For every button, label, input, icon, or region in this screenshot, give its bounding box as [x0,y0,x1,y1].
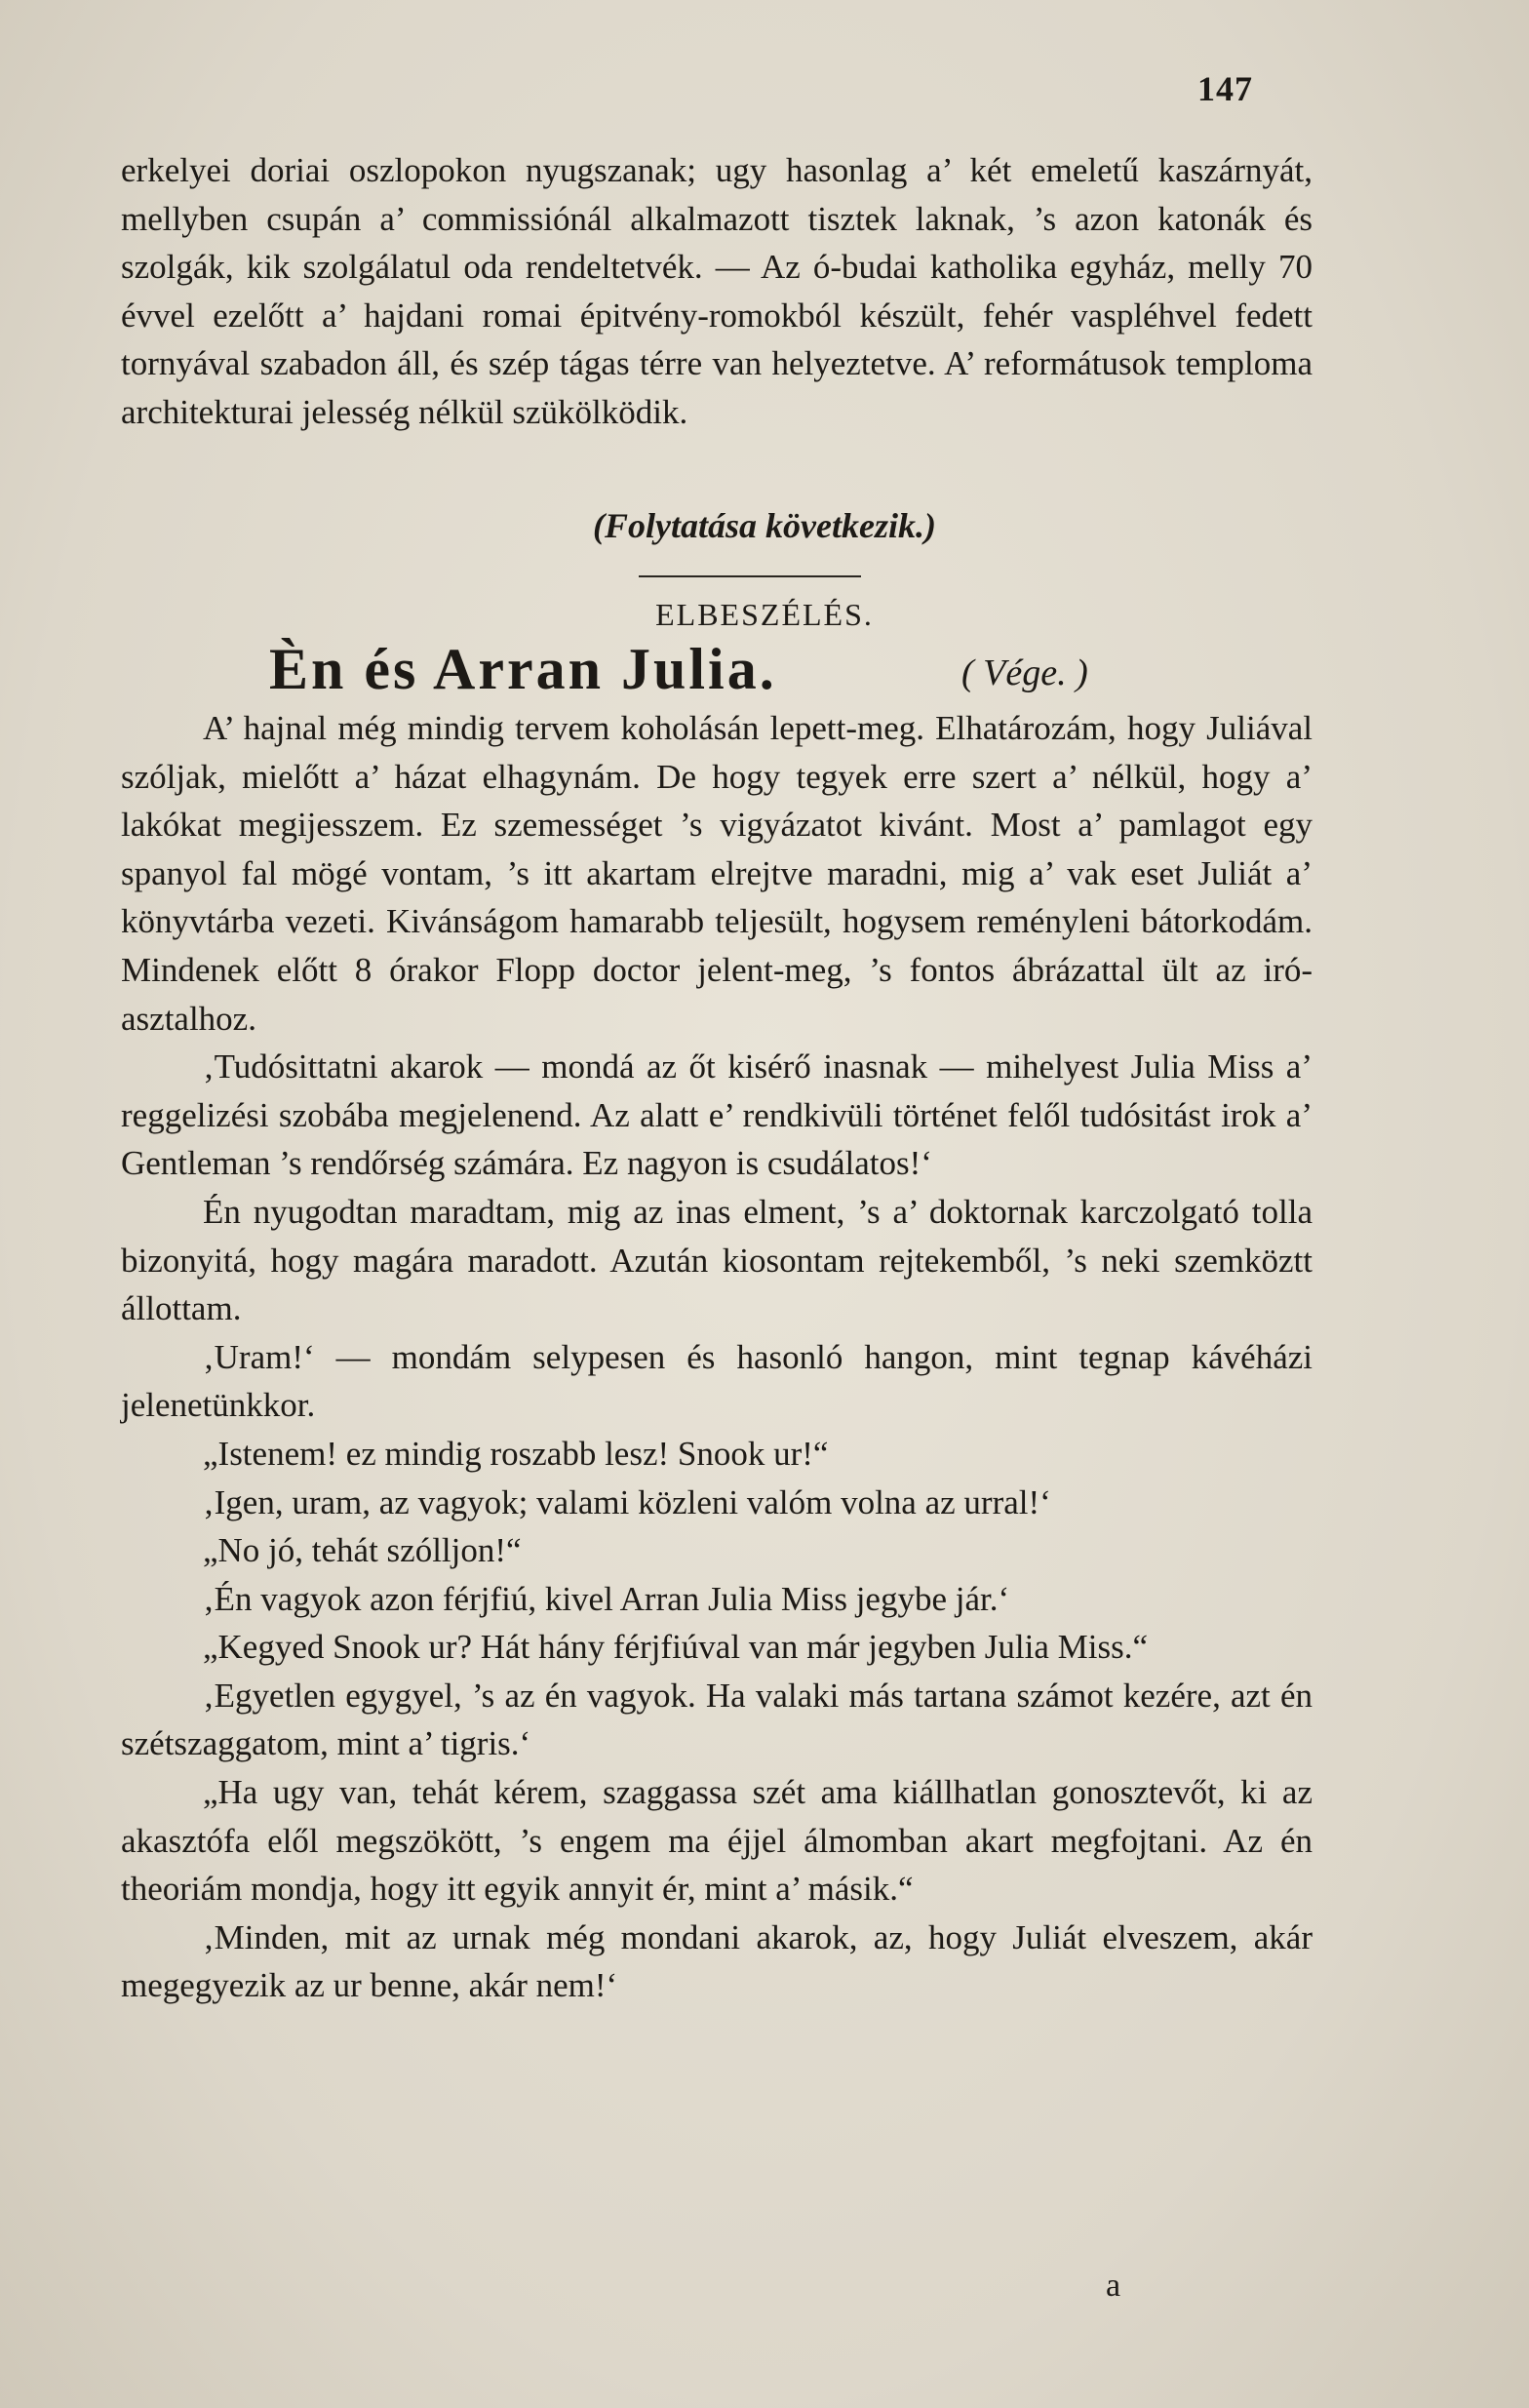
story-text-block [121,704,1313,2010]
story-paragraph: „No jó, tehát szólljon!“ [203,1531,522,1570]
story-paragraph: „Ha ugy van, tehát kérem, szaggassa szét ama kiállhatlan gonosztevőt, ki az akasztófa elől megszökött, ’s engem ma éjjel álmomban akart megfojtani. Az én theoriám mondja, hogy itt egyik annyit ér, mint a’ másik.“ [121,1773,1313,1909]
intro-paragraph: erkelyei doriai oszlopokon nyugszanak; ugy hasonlag a’ két emeletű kaszárnyát, mellyben csupán a’ commissiónál alkalmazott tisztek laknak, ’s azon katonák és szolgák, kik szolgálatul oda rendeltetvék. — Az ó-budai katholika egyház, melly 70 évvel ezelőtt a’ hajdani romai épitvény-romokból készült, fehér vaspléhvel fedett tornyával szabadon áll, és szép tágas térre van helyeztetve. A’ reformátusok temploma architekturai jelesség nélkül szükölködik. [121,151,1313,431]
story-paragraph: ‚Egyetlen egygyel, ’s az én vagyok. Ha valaki más tartana számot kezére, azt én szétszaggatom, mint a’ tigris.‘ [121,1676,1313,1763]
story-paragraph: ‚Igen, uram, az vagyok; valami közleni valóm volna az urral!‘ [203,1482,1051,1521]
story-title: Èn és Arran Julia. [269,637,777,701]
section-divider [639,575,861,577]
story-paragraph: ‚Uram!‘ — mondám selypesen és hasonló hangon, mint tegnap kávéházi jelenetünkkor. [121,1337,1313,1425]
story-paragraph: ‚Én vagyok azon férjfiú, kivel Arran Julia Miss jegybe jár.‘ [203,1579,1010,1618]
story-paragraph: ‚Minden, mit az urnak még mondani akarok, az, hogy Juliát elveszem, akár megegyezik az ur benne, akár nem!‘ [121,1917,1313,2005]
intro-text-block [121,146,1313,437]
story-paragraph: A’ hajnal még mindig tervem koholásán lepett-meg. Elhatározám, hogy Juliával szóljak, mielőtt a’ házat elhagynám. De hogy tegyek erre szert a’ nélkül, hogy a’ lakókat megijesszem. Ez szemességet ’s vigyázatot kivánt. Most a’ pamlagot egy spanyol fal mögé vontam, ’s itt akartam elrejtve maradni, mig a’ vak eset Juliát a’ könyvtárba vezeti. Kivánságom hamarabb teljesült, hogysem reményleni bátorkodám. Mindenek előtt 8 órakor Flopp doctor jelent-meg, ’s fontos ábrázattal ült az iró-asztalhoz. [121,709,1313,1038]
section-label: ELBESZÉLÉS. [655,597,874,632]
story-paragraph: „Kegyed Snook ur? Hát hány férjfiúval van már jegyben Julia Miss.“ [203,1628,1149,1667]
continuation-note: (Folytatása következik.) [593,506,936,545]
story-note: ( Vége. ) [961,652,1088,693]
story-paragraph: Én nyugodtan maradtam, mig az inas elment, ’s a’ doktornak karczolgató tolla bizonyitá, hogy magára maradott. Azután kiosontam rejtekemből, ’s neki szemköztt állottam. [121,1192,1313,1328]
story-paragraph: „Istenem! ez mindig roszabb lesz! Snook ur!“ [203,1434,829,1473]
signature-mark: a [1106,2268,1121,2304]
story-paragraph: ‚Tudósittatni akarok — mondá az őt kisérő inasnak — mihelyest Julia Miss a’ reggelizési szobába megjelenend. Az alatt e’ rendkivüli történet felől tudósitást irok a’ Gentleman ’s rendőrség számára. Ez nagyon is csudálatos!‘ [121,1047,1313,1183]
page-number: 147 [1197,69,1253,108]
